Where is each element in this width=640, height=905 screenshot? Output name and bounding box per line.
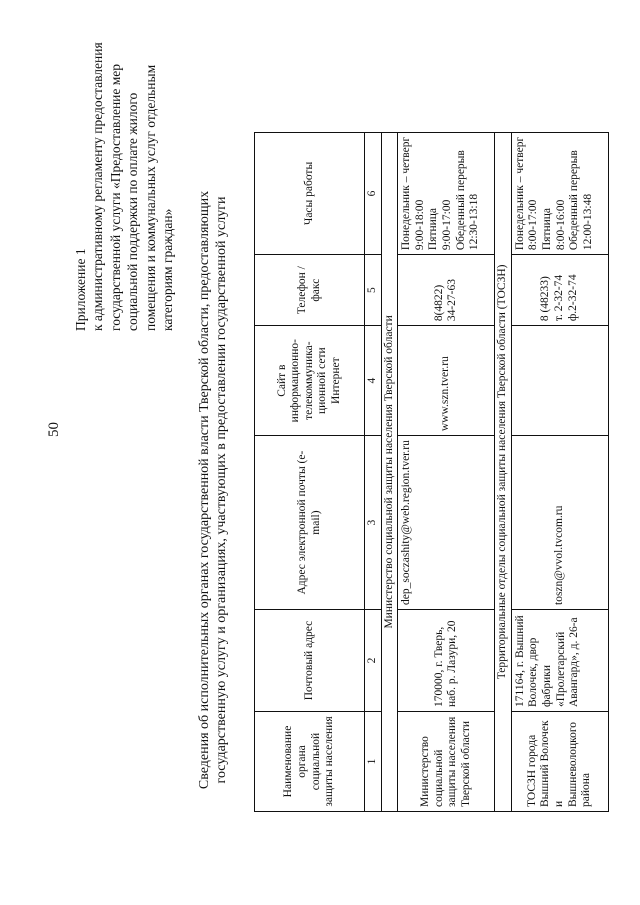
email-address: toszn@vvol.tvcom.ru <box>511 436 608 610</box>
column-header: Телефон / факс <box>255 255 365 326</box>
page-number: 50 <box>46 422 62 437</box>
appendix-line: государственной услуги «Предоставление мер <box>107 63 123 331</box>
column-header: Наименование органа социальной защиты населения <box>255 712 365 812</box>
website <box>511 326 608 436</box>
appendix-title: Приложение 1 <box>73 248 88 331</box>
column-header: Адрес электронной почты (e-mail) <box>255 436 365 610</box>
hours-line: Пятница <box>427 207 440 251</box>
column-number: 2 <box>365 610 382 712</box>
organization-name: ТОСЗН города Вышний Волочек и Вышневолоцкого района <box>511 712 608 812</box>
appendix-line: категориям граждан» <box>160 208 176 331</box>
column-number: 4 <box>365 326 382 436</box>
hours-line: Обеденный перерыв <box>454 150 467 251</box>
phone-fax <box>511 255 608 326</box>
appendix-block <box>72 31 176 331</box>
phone-fax <box>398 255 495 326</box>
heading-line: государственную услугу и организациях, участвующих в предоставлении государственной услуги <box>214 196 229 784</box>
column-number: 6 <box>365 132 382 254</box>
section-row <box>381 132 398 811</box>
hours-line: Понедельник – четверг <box>513 136 526 251</box>
section-row <box>495 132 512 811</box>
document-heading <box>196 145 230 835</box>
table-header-row <box>255 132 365 811</box>
appendix-line: помещения и коммунальных услуг отдельным <box>142 64 158 331</box>
hours-line: Понедельник – четверг <box>400 136 413 251</box>
column-number: 5 <box>365 255 382 326</box>
column-header: Сайт в информационно-телекоммуника-ционной сети Интернет <box>255 326 365 436</box>
website: www.szn.tver.ru <box>398 326 495 436</box>
column-number: 1 <box>365 712 382 812</box>
hours-line: 8:00-17:00 <box>527 199 540 251</box>
hours-line: Обеденный перерыв <box>568 150 581 251</box>
phone-line: 8(4822) <box>432 284 445 322</box>
column-header: Почтовый адрес <box>255 610 365 712</box>
column-number: 3 <box>365 436 382 610</box>
section-title: Министерство социальной защиты населения Тверской области <box>381 132 398 811</box>
phone-line: 8 (48233) <box>539 276 552 322</box>
hours-line: 12:30-13:18 <box>468 193 481 251</box>
column-number-row <box>365 132 382 811</box>
column-header: Часы работы <box>255 132 365 254</box>
postal-address: 171164, г. Вышний Волочек, двор фабрики «Пролетарский Авангард», д. 26-а <box>511 610 608 712</box>
hours-line: 12:00-13:48 <box>581 193 594 251</box>
section-title: Территориальные отделы социальной защиты населения Тверской области (ТОСЗН) <box>495 132 512 811</box>
working-hours <box>511 132 608 254</box>
table-row <box>398 132 495 811</box>
organization-name: Министерство социальной защиты населения Тверской области <box>398 712 495 812</box>
hours-line: 8:00-16:00 <box>554 199 567 251</box>
hours-line: Пятница <box>540 207 553 251</box>
phone-line: ф.2-32-74 <box>566 274 579 322</box>
appendix-line: к административному регламенту предоставления <box>90 42 106 331</box>
hours-line: 9:00-17:00 <box>440 199 453 251</box>
phone-line: т. 2-32-74 <box>552 274 565 322</box>
postal-address: 170000, г. Тверь, наб. р. Лазури, 20 <box>398 610 495 712</box>
authorities-table <box>254 132 609 812</box>
phone-line: 34-27-63 <box>446 278 459 322</box>
email-address: dep_soczashity@web.region.tver.ru <box>398 436 495 610</box>
working-hours <box>398 132 495 254</box>
table-row <box>511 132 608 811</box>
heading-line: Сведения об исполнительных органах государственной власти Тверской области, предоставляющих <box>197 190 212 790</box>
hours-line: 9:00-18:00 <box>413 199 426 251</box>
appendix-line: социальной поддержки по оплате жилого <box>125 92 141 331</box>
